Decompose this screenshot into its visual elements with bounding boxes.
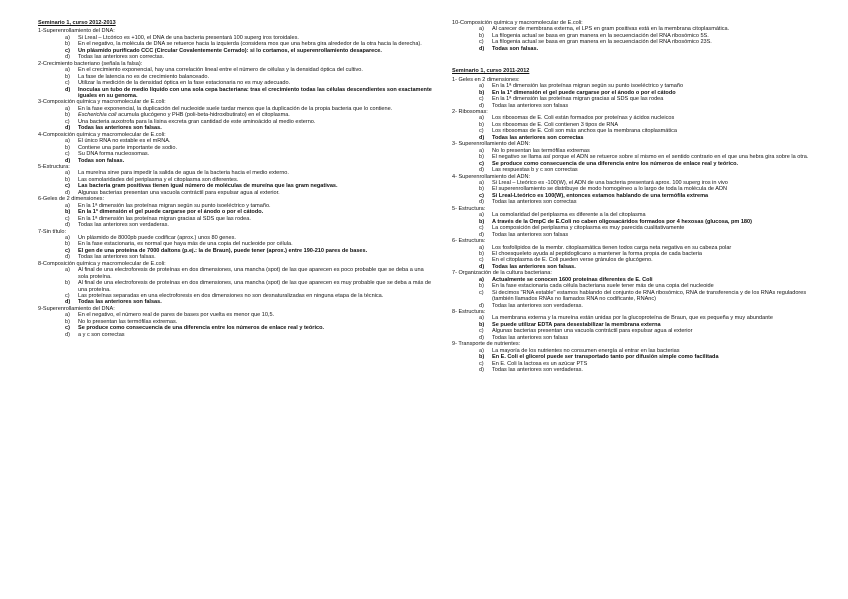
question-stem: 4- Superenrollamiento del ADN: bbox=[452, 173, 531, 180]
option-text: Utilizar la medición de la densidad óptica en la fase estacionaria no es muy adecuado. bbox=[78, 80, 291, 87]
answer-options bbox=[38, 312, 434, 338]
option-letter: d) bbox=[479, 231, 484, 238]
option-letter: b) bbox=[479, 218, 485, 225]
option-text: Se produce como consecuencia de una diferencia entre los números de enlace real y teórico. bbox=[492, 160, 738, 167]
option-text: Si Lreal – Ltcórico es +100, el DNA de una bacteria presentará 100 superg iros toroidales. bbox=[78, 34, 299, 41]
answer-options bbox=[452, 26, 817, 52]
option-letter: b) bbox=[479, 321, 485, 328]
option-text: El gen de una proteína de 7000 daltons (p.ej.: la de Braun), puede tener (aprox.) entre 190-210 pares de bases. bbox=[78, 247, 368, 254]
question-stem: 3- Superenrollamiento del ADN: bbox=[452, 141, 531, 148]
option-letter: c) bbox=[65, 293, 70, 300]
option-text: La composición del periplasma y citoplasma es muy parecida cualitativamente bbox=[492, 225, 685, 232]
question-list bbox=[38, 28, 434, 338]
answer-options bbox=[452, 212, 817, 238]
option-text: Inoculas un tubo de medio líquido con una sola cepa bacteriana: tras el crecimiento todas las células descendientes son exactamente iguales en su genoma. bbox=[78, 86, 432, 99]
option-letter: a) bbox=[65, 67, 70, 74]
option-letter: b) bbox=[65, 112, 70, 119]
option-letter: b) bbox=[479, 186, 484, 193]
answer-option bbox=[452, 103, 817, 109]
option-letter: c) bbox=[479, 225, 484, 232]
question-stem: 8-Composición química y macromolecular de E.coli: bbox=[38, 260, 166, 267]
option-letter: a) bbox=[479, 147, 484, 154]
option-text: Algunas bacterias presentan una vacuola contráctil para expulsar agua al exterior bbox=[492, 328, 693, 335]
option-letter: a) bbox=[479, 83, 484, 90]
answer-option bbox=[38, 87, 434, 100]
question-stem: 7- Organización de la cultura bacteriana: bbox=[452, 270, 552, 277]
question-stem: 9-Superenrollamiento del DNA: bbox=[38, 305, 115, 312]
answer-options bbox=[38, 203, 434, 229]
answer-options bbox=[452, 348, 817, 374]
option-letter: a) bbox=[479, 347, 484, 354]
option-text: Todas las anteriores son falsas. bbox=[78, 299, 162, 306]
option-letter: a) bbox=[479, 115, 484, 122]
option-letter: d) bbox=[65, 331, 70, 338]
option-letter: d) bbox=[65, 86, 71, 93]
option-text: Todas las anteriores son correctas bbox=[492, 199, 577, 206]
option-text: Si decimos "RNA estable" estamos hablando del conjunto de RNA ribosómico, RNA de transferencia y de los RNAs reguladores (también llamados RNAs no llamados RNA no codificante, RNAnc) bbox=[492, 289, 807, 303]
answer-option bbox=[38, 158, 434, 164]
option-text: Todas las anteriores son falsas. bbox=[492, 263, 576, 270]
option-text: Todas las anteriores son verdaderas. bbox=[78, 222, 169, 229]
option-text: No lo presentan las termófilas extremas. bbox=[78, 318, 178, 325]
option-letter: a) bbox=[65, 234, 70, 241]
option-text: En la 1ª dimensión las proteínas migran gracias al SDS que las rodea. bbox=[78, 215, 251, 222]
option-letter: d) bbox=[65, 54, 70, 61]
option-letter: c) bbox=[65, 215, 70, 222]
answer-options bbox=[452, 245, 817, 271]
option-text: En la 1ª dimensión el gel puede cargarse por el ánodo o por el cátodo. bbox=[78, 209, 264, 216]
answer-option bbox=[38, 299, 434, 305]
answer-option bbox=[452, 303, 817, 309]
question-stem: 5- Estructura: bbox=[452, 205, 486, 212]
option-text: Las proteínas separadas en una electroforesis en dos dimensiones no son desnaturalizadas en ninguna etapa de la técnica. bbox=[78, 293, 384, 300]
option-letter: a) bbox=[65, 138, 70, 145]
answer-options bbox=[38, 138, 434, 164]
option-letter: c) bbox=[479, 39, 484, 46]
answer-options bbox=[38, 170, 434, 196]
option-letter: d) bbox=[65, 189, 70, 196]
option-letter: c) bbox=[479, 192, 484, 199]
option-text: En la fase estacionaria cada célula bacteriana suele tener más de una copia del nucleoide bbox=[492, 283, 714, 290]
option-letter: b) bbox=[479, 354, 485, 361]
option-letter: a) bbox=[479, 212, 484, 219]
option-text: Contiene una parte importante de sodio. bbox=[78, 144, 177, 151]
option-text: Todas son falsas. bbox=[78, 157, 125, 164]
question-stem: 1-Superenrollamiento del DNA: bbox=[38, 28, 115, 35]
option-letter: d) bbox=[479, 302, 484, 309]
question-stem: 6-Geles de 2 dimensiones: bbox=[38, 196, 104, 203]
answer-option bbox=[452, 232, 817, 238]
option-letter: d) bbox=[479, 167, 484, 174]
question-stem: 9- Transporte de nutrientes: bbox=[452, 341, 521, 348]
option-text: Todas las anteriores son falsas bbox=[492, 102, 569, 109]
option-letter: a) bbox=[65, 34, 70, 41]
option-letter: c) bbox=[65, 80, 70, 87]
option-text: Al final de una electroforesis de proteínas en dos dimensiones, una mancha (spot) de las que aparecen es muy probable que se deba a más de una proteína. bbox=[78, 280, 432, 293]
option-text: El único RNA no estable es el mRNA. bbox=[78, 138, 171, 145]
option-text: En la fase exponencial, la duplicación del nucleoide suele tardar menos que la duplicación de la propia bacteria que lo contiene. bbox=[78, 105, 393, 112]
option-letter: c) bbox=[65, 325, 70, 332]
option-letter: c) bbox=[479, 128, 484, 135]
option-letter: b) bbox=[65, 241, 70, 248]
option-text: En la fase estacionaria, es normal que haya más de una copia del nucleoide por célula. bbox=[78, 241, 293, 248]
option-letter: a) bbox=[479, 244, 484, 251]
option-text: En la 1ª dimensión las proteínas migran según su punto isoeléctrico y tamaño. bbox=[78, 202, 271, 209]
option-letter: a) bbox=[65, 170, 70, 177]
section-title-2011-2012: Seminario 1, curso 2011-2012 bbox=[452, 68, 530, 75]
option-text: En E. Coli el glicerol puede ser transportado tanto por difusión simple como facilitada bbox=[492, 354, 719, 361]
question-stem: 3-Composición química y macromolecular de E.coli: bbox=[38, 99, 166, 106]
section-title-2012-2013: Seminario 1, curso 2012-2013 bbox=[38, 20, 116, 26]
option-text: La mureína sirve para impedir la salida de agua de la bacteria hacia el medio externo. bbox=[78, 170, 289, 177]
option-letter: d) bbox=[479, 134, 485, 141]
option-text: Las respuestas b y c son correctas bbox=[492, 167, 578, 174]
option-text: El negativo se llama así porque el ADN se retuerce sobre sí mismo en el sentido contrario en el que una hebra gira sobre la otra. bbox=[492, 154, 809, 161]
option-text: Su DNA forma nucleosomas. bbox=[78, 151, 150, 158]
question-stem: 7-Sin título: bbox=[38, 228, 67, 235]
option-text: Actualmente se conocen 1600 proteínas diferentes de E. Coli bbox=[492, 276, 653, 283]
option-text: La osmolaridad del periplasma es diferente a la del citoplasma bbox=[492, 212, 646, 219]
question-list bbox=[452, 20, 817, 52]
question-stem: 5-Estructura: bbox=[38, 163, 70, 170]
question-stem: 8- Estructura: bbox=[452, 309, 486, 316]
question-stem: 4-Composición química y macromolecular de E.coli: bbox=[38, 131, 166, 138]
option-letter: c) bbox=[479, 328, 484, 335]
answer-option bbox=[38, 222, 434, 228]
option-letter: d) bbox=[479, 263, 485, 270]
option-letter: b) bbox=[479, 250, 484, 257]
option-letter: c) bbox=[479, 257, 484, 264]
option-text: Un plásmido purificado CCC (Circular Covalentemente Cerrado): si lo cortamos, el superenrollamiento desaparece. bbox=[78, 47, 382, 54]
option-letter: d) bbox=[479, 45, 485, 52]
option-letter: b) bbox=[479, 154, 484, 161]
option-text: En la 1ª dimensión las proteínas migran gracias al SDS que las rodea bbox=[492, 96, 664, 103]
option-letter: c) bbox=[65, 247, 70, 254]
answer-option bbox=[38, 190, 434, 196]
option-letter: b) bbox=[65, 144, 70, 151]
option-text: En el citoplasma de E. Coli pueden verse gránulos de glucógeno. bbox=[492, 257, 653, 264]
option-letter: c) bbox=[479, 289, 484, 296]
option-letter: c) bbox=[65, 47, 70, 54]
option-text: Si Lreal-Lteórico es 100(W), entonces estamos hablando de una termófila extrema bbox=[492, 192, 709, 199]
option-letter: b) bbox=[479, 283, 484, 290]
option-text: Todas las anteriores son correctas bbox=[492, 134, 584, 141]
option-text: En la 1ª dimensión las proteínas migran según su punto isoeléctrico y tamaño bbox=[492, 83, 684, 90]
answer-options bbox=[452, 115, 817, 141]
option-letter: d) bbox=[479, 334, 484, 341]
option-letter: d) bbox=[479, 367, 484, 374]
answer-option bbox=[452, 167, 817, 173]
option-letter: a) bbox=[479, 26, 484, 33]
option-text: Todas las anteriores son verdaderas. bbox=[492, 367, 583, 374]
answer-options bbox=[452, 277, 817, 309]
answer-options bbox=[38, 67, 434, 99]
question-stem: 6- Estructura: bbox=[452, 238, 486, 245]
option-text: No lo presentan las termófilas extremas bbox=[492, 147, 590, 154]
question-list bbox=[452, 77, 817, 374]
option-letter: d) bbox=[65, 157, 71, 164]
answer-option bbox=[452, 367, 817, 373]
answer-option bbox=[38, 332, 434, 338]
option-text: El superenrollamiento se distribuye de modo homogéneo a lo largo de toda la molécula de ADN bbox=[492, 186, 727, 193]
option-text: Los ribosomas de E. Coli contienen 3 tipos de RNA bbox=[492, 121, 619, 128]
option-text: A través de la OmpC de E.Coli no caben oligosacáridos formados por 4 hexosas (glucosa, pm 180) bbox=[492, 218, 752, 225]
answer-option bbox=[38, 254, 434, 260]
option-letter: b) bbox=[479, 121, 484, 128]
option-text: El choesqueleto ayuda al peptidoglicano a mantener la forma propia de cada bacteria bbox=[492, 250, 702, 257]
option-text: Algunas bacterias presentan una vacuola contráctil para expulsar agua al exterior. bbox=[78, 189, 280, 196]
answer-options bbox=[38, 35, 434, 61]
option-text: Todas las anteriores son falsas. bbox=[78, 125, 162, 132]
option-letter: d) bbox=[65, 254, 70, 261]
option-text: Todas las anteriores son falsas bbox=[492, 231, 569, 238]
answer-option bbox=[452, 199, 817, 205]
option-text: La membrana externa y la mureína están unidas por la glucoproteína de Braun, que es pequeña y muy abundante bbox=[492, 315, 773, 322]
option-letter: c) bbox=[65, 151, 70, 158]
option-text: Los ribosomas de E. Coli están formados por proteínas y ácidos nucleicos bbox=[492, 115, 675, 122]
answer-option bbox=[38, 280, 434, 293]
option-letter: b) bbox=[479, 89, 485, 96]
option-letter: c) bbox=[65, 118, 70, 125]
italic-text: Escherichia coli bbox=[78, 112, 117, 119]
option-letter: c) bbox=[479, 96, 484, 103]
option-letter: a) bbox=[65, 105, 70, 112]
question-stem: 2-Crecimiento bacteriano (señala la falsa): bbox=[38, 60, 143, 67]
left-column bbox=[38, 20, 434, 338]
option-text: Todas las anteriores son verdaderas. bbox=[492, 302, 583, 309]
option-text: En la 1ª dimensión el gel puede cargarse por el ánodo o por el cátodo bbox=[492, 89, 676, 96]
question-stem: 2- Ribosomas: bbox=[452, 108, 488, 115]
option-letter: d) bbox=[65, 125, 71, 132]
option-letter: a) bbox=[479, 315, 484, 322]
right-column bbox=[452, 20, 817, 374]
answer-options bbox=[452, 83, 817, 109]
option-text: Una bacteria auxotrofa para la lisina excreta gran cantidad de este aminoácido al medio externo. bbox=[78, 118, 316, 125]
option-letter: c) bbox=[479, 160, 484, 167]
option-text: Si Lreal – Lteórico es -100(W), el ADN de una bacteria presentará aprox. 100 superg iros in vivo bbox=[492, 179, 728, 186]
option-letter: c) bbox=[479, 360, 484, 367]
answer-option bbox=[452, 335, 817, 341]
option-letter: b) bbox=[65, 73, 70, 80]
option-letter: d) bbox=[479, 102, 484, 109]
answer-options bbox=[452, 315, 817, 341]
option-text: La fase de latencia no es de crecimiento balanceado. bbox=[78, 73, 210, 80]
option-text: La filogenia actual se basa en gran manera en la secuenciación del RNA ribosómico 23S. bbox=[492, 39, 712, 46]
answer-option bbox=[38, 267, 434, 280]
option-text: Se puede utilizar EDTA para desestabilizar la membrana externa bbox=[492, 321, 661, 328]
question-stem: 10-Composición química y macromolecular de E.coli: bbox=[452, 20, 583, 26]
option-text: Las osmolaridades del periplasma y el citoplasma son diferentes. bbox=[78, 176, 239, 183]
option-text: En el negativo, el número real de pares de bases por vuelta es menor que 10,5. bbox=[78, 312, 275, 319]
option-text: Un plásmido de 8000pb puede codificar (aprox.) unos 80 genes. bbox=[78, 234, 236, 241]
option-letter: b) bbox=[65, 318, 70, 325]
option-text: Todas son falsas. bbox=[492, 45, 539, 52]
answer-options bbox=[38, 267, 434, 306]
option-letter: b) bbox=[65, 280, 70, 287]
option-text: La filogenia actual se basa en gran manera en la secuenciación del RNA ribosómico 5S. bbox=[492, 32, 709, 39]
option-letter: c) bbox=[65, 183, 70, 190]
option-letter: b) bbox=[479, 32, 484, 39]
option-letter: a) bbox=[479, 276, 484, 283]
option-text: Todas las anteriores son correctas. bbox=[78, 54, 165, 61]
option-letter: d) bbox=[65, 222, 70, 229]
answer-options bbox=[452, 148, 817, 174]
option-text: Escherichia coli acumula glucógeno y PHB (poli-beta-hidroxibutirato) en el citoplasma. bbox=[78, 112, 290, 119]
option-text: En E. Coli la lactosa es un azúcar PTS bbox=[492, 360, 588, 367]
option-letter: a) bbox=[65, 202, 70, 209]
option-text: La mayoría de los nutrientes no consumen energía al entrar en las bacterias bbox=[492, 347, 680, 354]
option-text: Al final de una electroforesis de proteínas en dos dimensiones, una mancha (spot) de las que aparecen es poco probable que se deba a una sola proteína. bbox=[78, 267, 424, 280]
option-letter: a) bbox=[65, 267, 70, 274]
option-letter: d) bbox=[479, 199, 484, 206]
option-letter: b) bbox=[65, 41, 70, 48]
option-letter: b) bbox=[65, 176, 70, 183]
answer-options bbox=[452, 180, 817, 206]
answer-options bbox=[38, 235, 434, 261]
option-text: Todas las anteriores son falsas. bbox=[78, 254, 156, 261]
option-text: Todas las anteriores son falsas bbox=[492, 334, 569, 341]
option-letter: a) bbox=[479, 179, 484, 186]
option-text: En el negativo, la molécula de DNA se retuerce hacia la izquierda (considera mos que una hebra gira alrededor de la otra hacia la derecha). bbox=[78, 41, 422, 48]
question-stem: 1- Geles en 2 dimensiones: bbox=[452, 76, 520, 83]
option-text: En el crecimiento exponencial, hay una correlación lineal entre el número de células y la densidad óptica del cultivo. bbox=[78, 67, 363, 74]
answer-option bbox=[38, 54, 434, 60]
option-text: Al carecer de membrana externa, el LPS en gram positivas está en la membrana citoplasmática. bbox=[492, 26, 730, 33]
option-text: a y c son correctas bbox=[78, 331, 125, 338]
option-letter: a) bbox=[65, 312, 70, 319]
answer-option bbox=[452, 264, 817, 270]
answer-option bbox=[452, 290, 817, 303]
answer-option bbox=[452, 46, 817, 52]
option-text: Las bacteria gram positivas tienen igual número de moléculas de mureína que las gram negativas. bbox=[78, 183, 338, 190]
option-letter: d) bbox=[65, 299, 71, 306]
option-text: Los ribosomas de E. Coli son más anchos que la membrana citoplasmática bbox=[492, 128, 677, 135]
option-text: Se produce como consecuencia de una diferencia entre los números de enlace real y teórico. bbox=[78, 325, 324, 332]
answer-option bbox=[452, 135, 817, 141]
answer-option bbox=[38, 125, 434, 131]
answer-options bbox=[38, 106, 434, 132]
option-letter: b) bbox=[65, 209, 71, 216]
option-text: Los fosfolípidos de la membr. citoplasmática tienen todos carga neta negativa en su cabeza polar bbox=[492, 244, 732, 251]
